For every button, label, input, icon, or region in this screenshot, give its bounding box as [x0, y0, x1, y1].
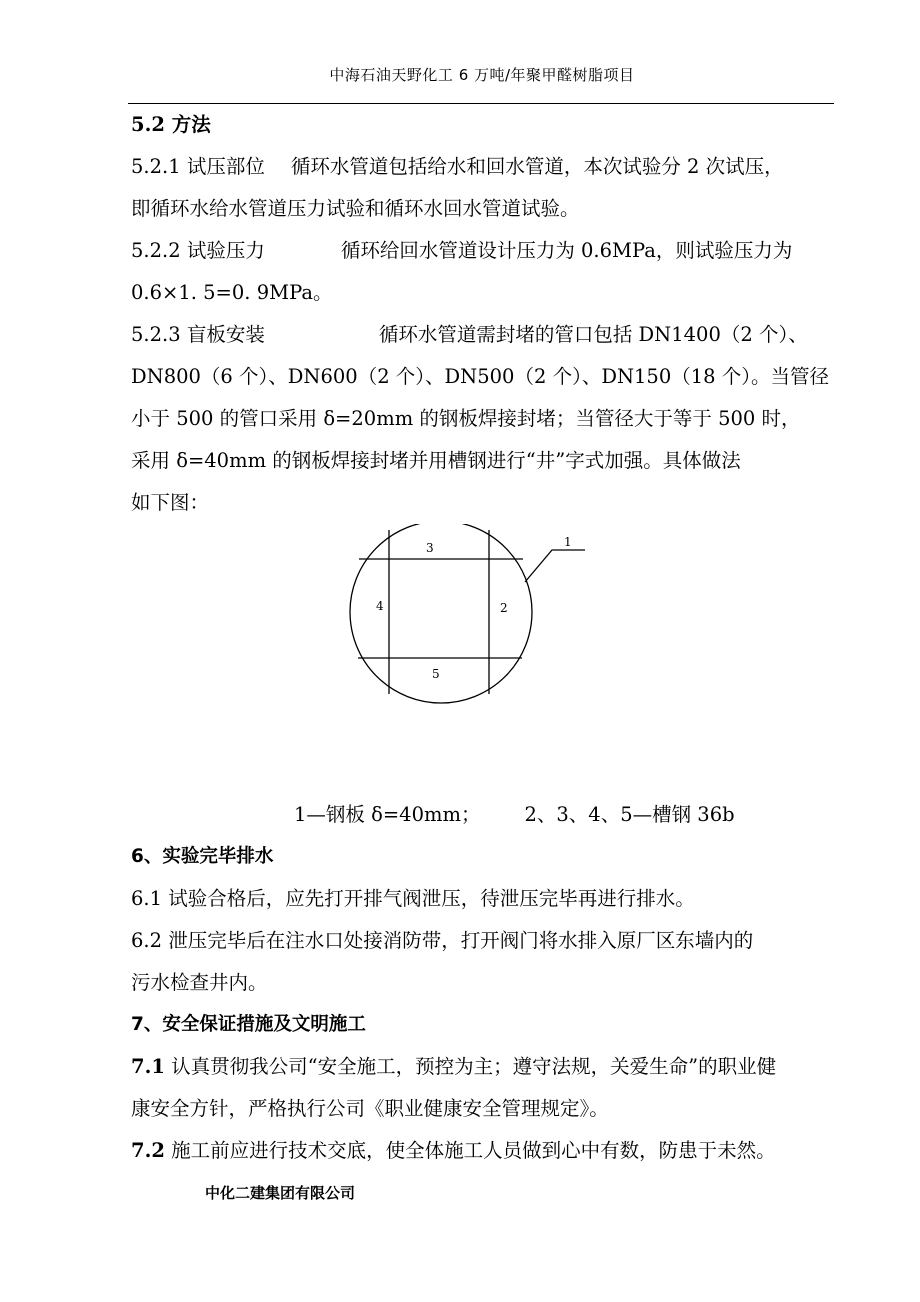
para-7-2-line1 — [131, 1130, 831, 1172]
caption-plate: 1—钢板 δ=40mm； — [294, 803, 481, 826]
para-6-2-line1: 6.2 泄压完毕后在注水口处接消防带，打开阀门将水排入原厂区东墙内的 — [131, 929, 754, 952]
para-5-2-3-line1 — [131, 314, 831, 356]
label-2: 2 — [500, 601, 508, 615]
figure-caption — [131, 794, 831, 836]
para-5-2-2-line2: 0.6×1. 5=0. 9MPa。 — [131, 281, 333, 304]
label-4: 4 — [376, 599, 384, 613]
para-7-2-text: 施工前应进行技术交底，使全体施工人员做到心中有数，防患于未然。 — [171, 1139, 776, 1162]
para-5-2-3-label: 5.2.3 盲板安装 — [131, 323, 265, 346]
section-6-title: 6、实验完毕排水 — [131, 846, 274, 867]
para-5-2-1-line1 — [131, 146, 831, 188]
para-7-1-text: 认真贯彻我公司“安全施工，预控为主；遵守法规，关爱生命”的职业健 — [171, 1055, 777, 1078]
section-7-title: 7、安全保证措施及文明施工 — [131, 1014, 366, 1035]
para-6-1: 6.1 试验合格后，应先打开排气阀泄压，待泄压完毕再进行排水。 — [131, 887, 695, 910]
para-5-2-1-line2: 即循环水给水管道压力试验和循环水回水管道试验。 — [131, 197, 580, 220]
para-5-2-3-line3: 小于 500 的管口采用 δ=20mm 的钢板焊接封堵；当管径大于等于 500 时， — [131, 407, 801, 430]
label-3: 3 — [426, 541, 434, 555]
para-6-2-line2: 污水检查井内。 — [131, 971, 268, 994]
blind-plate-diagram — [131, 524, 831, 794]
caption-channels: 2、3、4、5—槽钢 36b — [524, 803, 735, 826]
blind-plate-svg — [331, 524, 631, 794]
para-5-2-3-text: 循环水管道需封堵的管口包括 DN1400（2 个）、 — [378, 323, 808, 346]
para-7-2-num: 7.2 — [131, 1139, 165, 1162]
para-5-2-2-line1 — [131, 230, 831, 272]
label-1: 1 — [564, 535, 572, 549]
footer-company: 中化二建集团有限公司 — [205, 1184, 356, 1202]
section-5-2-title: 5.2 方法 — [131, 113, 211, 136]
document-body — [131, 104, 831, 1172]
para-7-1-line1 — [131, 1046, 831, 1088]
para-5-2-2-label: 5.2.2 试验压力 — [131, 239, 265, 262]
leader-line-1 — [525, 550, 585, 582]
para-5-2-1-label: 5.2.1 试压部位 — [131, 155, 265, 178]
label-5: 5 — [432, 667, 440, 681]
para-5-2-3-line4: 采用 δ=40mm 的钢板焊接封堵并用槽钢进行“井”字式加强。具体做法 — [131, 449, 741, 472]
para-5-2-3-line5: 如下图： — [131, 491, 210, 514]
para-7-1-line2: 康安全方针，严格执行公司《职业健康安全管理规定》。 — [131, 1097, 609, 1120]
page-header: 中海石油天野化工 6 万吨/年聚甲醛树脂项目 — [329, 66, 635, 84]
para-5-2-2-text: 循环给回水管道设计压力为 0.6MPa，则试验压力为 — [340, 239, 793, 262]
para-5-2-3-line2: DN800（6 个）、DN600（2 个）、DN500（2 个）、DN150（18 个）。当管径 — [131, 365, 829, 388]
para-5-2-1-text: 循环水管道包括给水和回水管道，本次试验分 2 次试压， — [290, 155, 784, 178]
para-7-1-num: 7.1 — [131, 1055, 165, 1078]
